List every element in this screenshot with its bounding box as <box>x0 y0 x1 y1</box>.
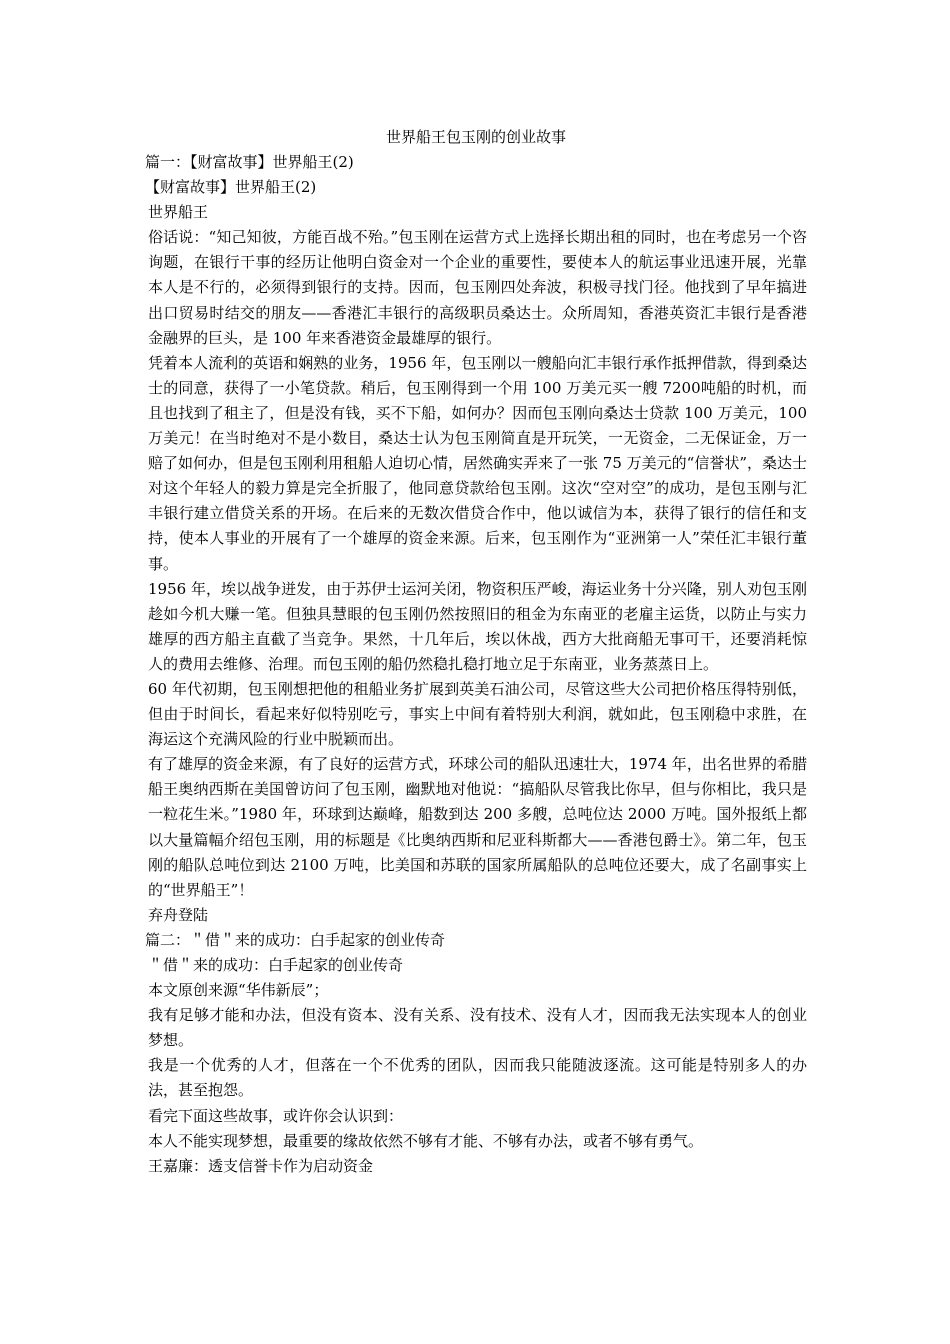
paragraph: 1956 年，埃以战争迸发，由于苏伊士运河关闭，物资积压严峻，海运业务十分兴隆，别人劝包玉刚趁如今机大赚一笔。但独具慧眼的包玉刚仍然按照旧的租金为东南亚的老雇主运货，以防止与实力雄厚的西方船主直截了当竞争。果然，十几年后，埃以休战，西方大批商船无事可干，还要消耗惊人的费用去维修、治理。而包玉刚的船仍然稳扎稳打地立足于东南亚，业务蒸蒸日上。 <box>148 579 807 673</box>
paragraph: 我是一个优秀的人才，但落在一个不优秀的团队，因而我只能随波逐流。这可能是特别多人的办法，甚至抱怨。 <box>148 1056 807 1100</box>
subheading: 【财富故事】世界船王(2) <box>145 178 317 197</box>
subheading: 弃舟登陆 <box>148 905 209 924</box>
paragraph: 本人不能实现梦想，最重要的缘故依然不够有才能、不够有办法，或者不够有勇气。 <box>148 1131 704 1150</box>
subheading: 世界船王 <box>148 203 209 222</box>
paragraph: 凭着本人流利的英语和娴熟的业务，1956 年，包玉刚以一艘船向汇丰银行承作抵押借款，得到桑达士的同意，获得了一小笔贷款。稍后，包玉刚得到一个用 100 万美元买一艘 7200吨船的时机，而且也找到了租主了，但是没有钱，买不下船，如何办？因而包玉刚向桑达士贷款 100 万美元，100 万美元！在当时绝对不是小数目，桑达士认为包玉刚简直是开玩笑，一无资金，二无保证金，万一赔了如何办，但是包玉刚利用租船人迫切心情，居然确实弄来了一张 75 万美元的“信誉状”，桑达士对这个年轻人的毅力算是完全折服了，他同意贷款给包玉刚。这次“空对空”的成功，是包玉刚与汇丰银行建立借贷关系的开场。在后来的无数次借贷合作中，他以诚信为本，获得了银行的信任和支持，使本人事业的开展有了一个雄厚的资金来源。后来，包玉刚作为“亚洲第一人”荣任汇丰银行董事。 <box>148 353 807 573</box>
section-heading: 篇一：【财富故事】世界船王(2) <box>145 153 354 171</box>
document-page <box>145 124 807 1179</box>
paragraph: 俗话说：“知己知彼，方能百战不殆。”包玉刚在运营方式上选择长期出租的同时，也在考虑另一个咨询题，在银行干事的经历让他明白资金对一个企业的重要性，要使本人的航运事业迅速开展，光靠本人是不行的，必须得到银行的支持。因而，包玉刚四处奔波，积极寻找门径。他找到了早年搞进出口贸易时结交的朋友——香港汇丰银行的高级职员桑达士。众所周知，香港英资汇丰银行是香港金融界的巨头，是 100 年来香港资金最雄厚的银行。 <box>148 228 807 347</box>
section-heading: 篇二：＂借＂来的成功：白手起家的创业传奇 <box>145 930 446 949</box>
paragraph: 有了雄厚的资金来源，有了良好的运营方式，环球公司的船队迅速壮大，1974 年，出名世界的希腊船王奥纳西斯在美国曾访问了包玉刚，幽默地对他说：“搞船队尽管我比你早，但与你相比，我只是一粒花生米。”1980 年，环球到达巅峰，船数到达 200 多艘，总吨位达 2000 万吨。国外报纸上都以大量篇幅介绍包玉刚，用的标题是《比奥纳西斯和尼亚科斯都大——香港包爵士》。第二年，包玉刚的船队总吨位到达 2100 万吨，比美国和苏联的国家所属船队的总吨位还要大，成了名副事实上的“世界船王”！ <box>148 755 807 899</box>
paragraph: 60 年代初期，包玉刚想把他的租船业务扩展到英美石油公司，尽管这些大公司把价格压得特别低，但由于时间长，看起来好似特别吃亏，事实上中间有着特别大利润，就如此，包玉刚稳中求胜，在海运这个充满风险的行业中脱颖而出。 <box>148 679 807 749</box>
paragraph: 我有足够才能和办法，但没有资本、没有关系、没有技术、没有人才，因而我无法实现本人的创业梦想。 <box>148 1006 807 1050</box>
subheading: ＂借＂来的成功：白手起家的创业传奇 <box>148 956 404 974</box>
paragraph: 看完下面这些故事，或许你会认识到： <box>148 1106 404 1125</box>
document-title: 世界船王包玉刚的创业故事 <box>385 128 566 146</box>
subheading: 王嘉廉：透支信誉卡作为启动资金 <box>148 1156 374 1175</box>
paragraph: 本文原创来源“华伟新辰”； <box>148 981 329 1000</box>
